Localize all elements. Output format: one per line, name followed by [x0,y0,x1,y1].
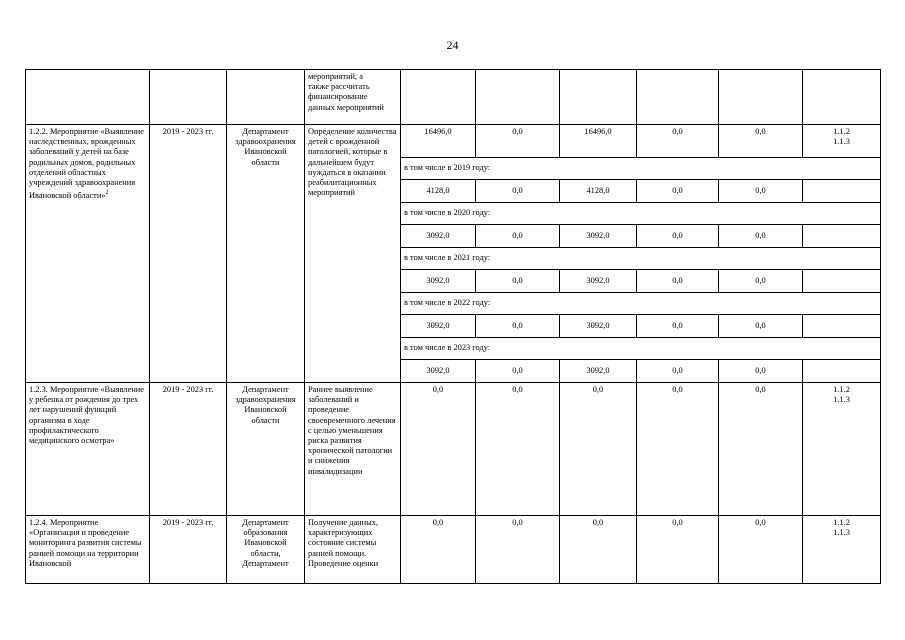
value-total: 3092,0 [401,360,476,383]
value-federal: 0,0 [476,360,560,383]
value-local: 0,0 [637,516,719,584]
value-total: 16496,0 [401,125,476,158]
value-regional: 3092,0 [560,270,637,293]
measure-name-cell: 1.2.2. Мероприятие «Выявление наследственных, врожденных заболеваний у детей на базе родильных домов, родильных отделений областных учреждений здравоохранения Ивановской области»$^2$ [26,125,150,383]
result-cell: Получение данных, характеризующих состояние системы ранней помощи. Проведение оценки [305,516,401,584]
value-federal: 0,0 [476,180,560,203]
value-federal: 0,0 [476,383,560,516]
value-local: 0,0 [637,315,719,338]
year-label: в том числе в 2022 году: [401,293,881,315]
table-row-continuation [26,70,881,125]
value-local: 0,0 [637,180,719,203]
value-other: 0,0 [719,125,803,158]
value-local: 0,0 [637,125,719,158]
value-federal: 0,0 [476,315,560,338]
value-federal: 0,0 [476,516,560,584]
year-label: в том числе в 2020 году: [401,203,881,225]
value-other: 0,0 [719,516,803,584]
result-cell: мероприятий, а также рассчитать финансирование данных мероприятий [305,70,401,125]
year-label: в том числе в 2023 году: [401,338,881,360]
year-label: в том числе в 2019 году: [401,158,881,180]
value-total: 4128,0 [401,180,476,203]
page-number: 24 [446,38,459,52]
value-total: 0,0 [401,383,476,516]
year-label: в том числе в 2021 году: [401,248,881,270]
value-local: 0,0 [637,225,719,248]
period-cell: 2019 - 2023 гг. [150,383,227,516]
value-regional: 0,0 [560,383,637,516]
targets-cell: 1.1.2 1.1.3 [803,125,881,158]
targets-cell: 1.1.2 1.1.3 [803,516,881,584]
value-federal: 0,0 [476,270,560,293]
value-local: 0,0 [637,360,719,383]
value-local: 0,0 [637,383,719,516]
value-regional: 3092,0 [560,315,637,338]
value-regional: 3092,0 [560,360,637,383]
value-regional: 4128,0 [560,180,637,203]
value-federal: 0,0 [476,225,560,248]
result-cell: Определение количества детей с врожденной патологией, которые в дальнейшем будут нуждаться в оказании реабилитационных мероприятий [305,125,401,383]
measure-name-cell: 1.2.4. Мероприятие «Организация и проведение мониторинга развития системы ранней помощи на территории Ивановской [26,516,150,584]
table-row-1-2-2 [26,125,881,158]
value-regional: 0,0 [560,516,637,584]
executor-cell: Департамент здравоохранения Ивановской области [227,125,305,383]
measure-name-cell: 1.2.3. Мероприятие «Выявление у ребенка от рождения до трех лет нарушений функций организма в ходе профилактического медицинского осмотра» [26,383,150,516]
value-regional: 3092,0 [560,225,637,248]
period-cell: 2019 - 2023 гг. [150,516,227,584]
value-other: 0,0 [719,225,803,248]
value-total: 3092,0 [401,225,476,248]
executor-cell: Департамент образования Ивановской области, Департамент [227,516,305,584]
executor-cell: Департамент здравоохранения Ивановской области [227,383,305,516]
value-total: 0,0 [401,516,476,584]
value-other: 0,0 [719,270,803,293]
table-row-1-2-4 [26,516,881,584]
targets-cell: 1.1.2 1.1.3 [803,383,881,516]
value-local: 0,0 [637,270,719,293]
value-federal: 0,0 [476,125,560,158]
period-cell: 2019 - 2023 гг. [150,125,227,383]
value-total: 3092,0 [401,315,476,338]
value-regional: 16496,0 [560,125,637,158]
value-other: 0,0 [719,383,803,516]
program-table [25,69,881,584]
result-cell: Раннее выявление заболеваний и проведение своевременного лечения с целью уменьшения риска развития хронической патологии и снижения инвалидизации [305,383,401,516]
value-total: 3092,0 [401,270,476,293]
table-row-1-2-3 [26,383,881,516]
value-other: 0,0 [719,315,803,338]
value-other: 0,0 [719,180,803,203]
value-other: 0,0 [719,360,803,383]
